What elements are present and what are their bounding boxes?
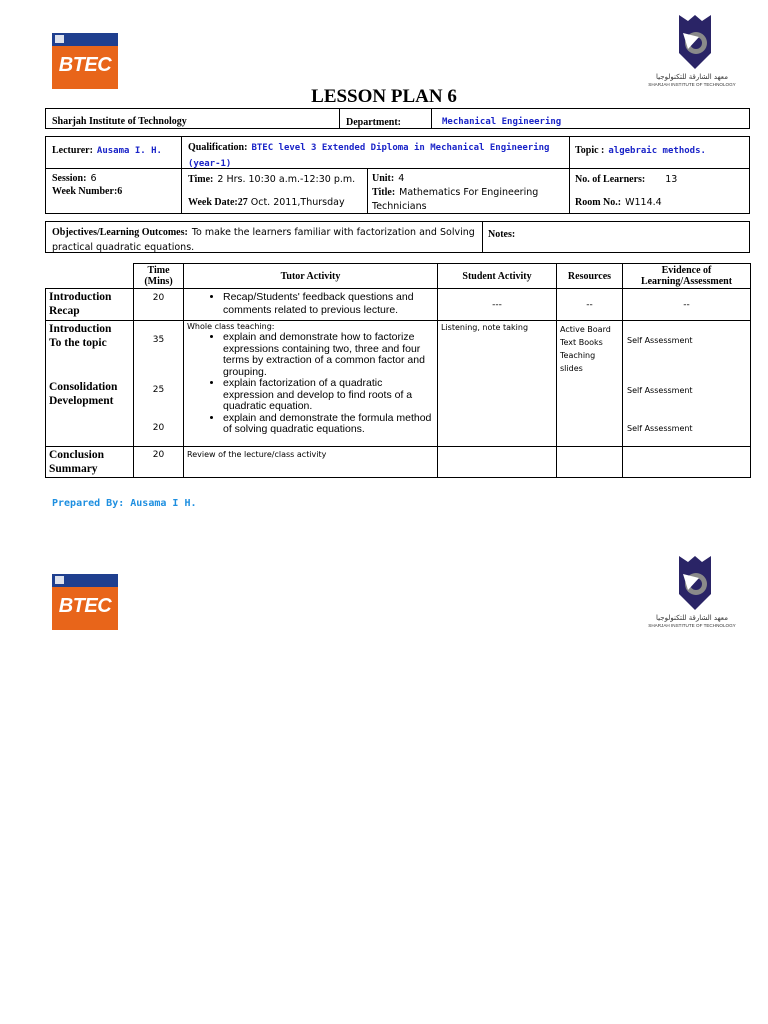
room-value: W114.4 — [625, 197, 662, 208]
table-row — [46, 289, 751, 321]
tutor-item-2: • explain factorization of a quadratic expression and develop to find roots of a quadratic equation. — [223, 378, 434, 413]
header-student: Student Activity — [438, 264, 557, 289]
header-tutor: Tutor Activity — [184, 264, 438, 289]
sit-shield-icon — [644, 13, 740, 73]
activity-table — [45, 263, 751, 478]
unit-value: 4 — [398, 173, 405, 184]
phase-consolidation: Consolidation — [49, 381, 118, 393]
tutor-item-1: • explain and demonstrate how to factorize expressions containing two, three and four terms by extraction of a common factor and grouping. — [223, 332, 434, 378]
tutor-heading: Whole class teaching: — [187, 322, 275, 331]
time-value: 2 Hrs. 10:30 a.m.-12:30 p.m. — [217, 174, 356, 185]
week-date-label: Week Date: — [188, 197, 238, 208]
resource-teaching-slides: Teaching slides — [560, 351, 596, 373]
objectives-value: To make the learners familiar with factorization and Solving practical quadratic equations. — [52, 227, 475, 253]
phase-introduction-topic: Introduction — [49, 323, 112, 335]
evidence-conclusion — [623, 447, 751, 478]
header-evidence: Evidence of Learning/Assessment — [623, 264, 751, 289]
phase-conclusion: Conclusion — [49, 449, 104, 461]
lecturer-row — [45, 136, 750, 169]
qualification-value: BTEC level 3 Extended Diploma in Mechanical Engineering (year-1) — [188, 143, 550, 169]
sit-logo-bottom-english: SHARJAH INSTITUTE OF TECHNOLOGY — [648, 623, 736, 628]
table-row — [46, 447, 751, 478]
session-row — [45, 168, 750, 214]
institute-row — [45, 108, 750, 129]
week-number-label: Week Number: — [52, 186, 118, 197]
tutor-conclusion: Review of the lecture/class activity — [184, 447, 438, 478]
header-resources: Resources — [557, 264, 623, 289]
page-title: LESSON PLAN 6 — [311, 86, 457, 107]
table-row — [46, 321, 751, 447]
objectives-label: Objectives/Learning Outcomes: — [52, 227, 188, 238]
session-label: Session: — [52, 173, 87, 184]
topic-label: Topic : — [575, 145, 605, 156]
btec-logo-bottom — [52, 574, 118, 630]
student-conclusion — [438, 447, 557, 478]
time-conclusion: 20 — [134, 447, 184, 478]
header-time: Time (Mins) — [134, 264, 184, 289]
sit-logo-bottom — [644, 554, 740, 634]
time-label: Time: — [188, 174, 214, 185]
sit-shield-icon — [644, 554, 740, 614]
phase-introduction: Introduction — [49, 291, 112, 303]
btec-logo — [52, 33, 118, 89]
evidence-main-3: Self Assessment — [627, 424, 693, 433]
sit-logo — [644, 13, 740, 93]
week-date-value: Oct. 2011,Thursday — [247, 197, 345, 208]
evidence-main-1: Self Assessment — [627, 336, 693, 345]
objectives-row — [45, 221, 750, 253]
resource-active-board: Active Board — [560, 325, 611, 334]
unit-title-value: Mathematics For Engineering Technicians — [372, 187, 539, 212]
sit-logo-arabic: معهد الشارقة للتكنولوجيا — [656, 73, 728, 81]
evidence-recap: -- — [623, 289, 751, 321]
learners-value: 13 — [665, 174, 678, 185]
student-main: Listening, note taking — [438, 321, 557, 447]
btec-logo-text: BTEC — [58, 54, 112, 76]
time-main-1: 35 — [152, 335, 165, 345]
time-main-3: 20 — [152, 423, 165, 433]
time-main-2: 25 — [152, 385, 165, 395]
unit-label: Unit: — [372, 173, 395, 184]
resources-recap: -- — [557, 289, 623, 321]
qualification-label: Qualification: — [188, 142, 248, 153]
lecturer-label: Lecturer: — [52, 145, 93, 156]
student-recap: --- — [438, 289, 557, 321]
sit-logo-bottom-arabic: معهد الشارقة للتكنولوجيا — [656, 614, 728, 622]
evidence-main-2: Self Assessment — [627, 386, 693, 395]
notes-label: Notes: — [488, 229, 516, 240]
topic-value: algebraic methods. — [608, 146, 706, 156]
phase-summary: Summary — [49, 463, 98, 475]
time-recap: 20 — [134, 289, 184, 321]
table-corner — [46, 264, 134, 289]
unit-title-label: Title: — [372, 187, 396, 198]
resources-conclusion — [557, 447, 623, 478]
department-label: Department: — [346, 117, 401, 128]
session-value: 6 — [90, 173, 97, 184]
department-value: Mechanical Engineering — [442, 117, 562, 127]
institute-name: Sharjah Institute of Technology — [52, 116, 187, 127]
phase-recap: Recap — [49, 305, 80, 317]
resource-text-books: Text Books — [560, 338, 603, 347]
phase-to-the-topic: To the topic — [49, 337, 107, 349]
learners-label: No. of Learners: — [575, 174, 646, 185]
lecturer-value: Ausama I. H. — [96, 146, 162, 156]
tutor-item-3: • explain and demonstrate the formula method of solving quadratic equations. — [223, 413, 434, 436]
tutor-recap: • Recap/Students' feedback questions and comments related to previous lecture. — [223, 291, 434, 317]
room-label: Room No.: — [575, 197, 622, 208]
sit-logo-english: SHARJAH INSTITUTE OF TECHNOLOGY — [648, 82, 736, 87]
btec-logo-bottom-text: BTEC — [58, 595, 112, 617]
week-number-value: 6 — [117, 186, 123, 197]
week-date-day: 27 — [237, 197, 248, 208]
phase-development: Development — [49, 395, 114, 407]
prepared-by: Prepared By: Ausama I H. — [52, 498, 197, 509]
